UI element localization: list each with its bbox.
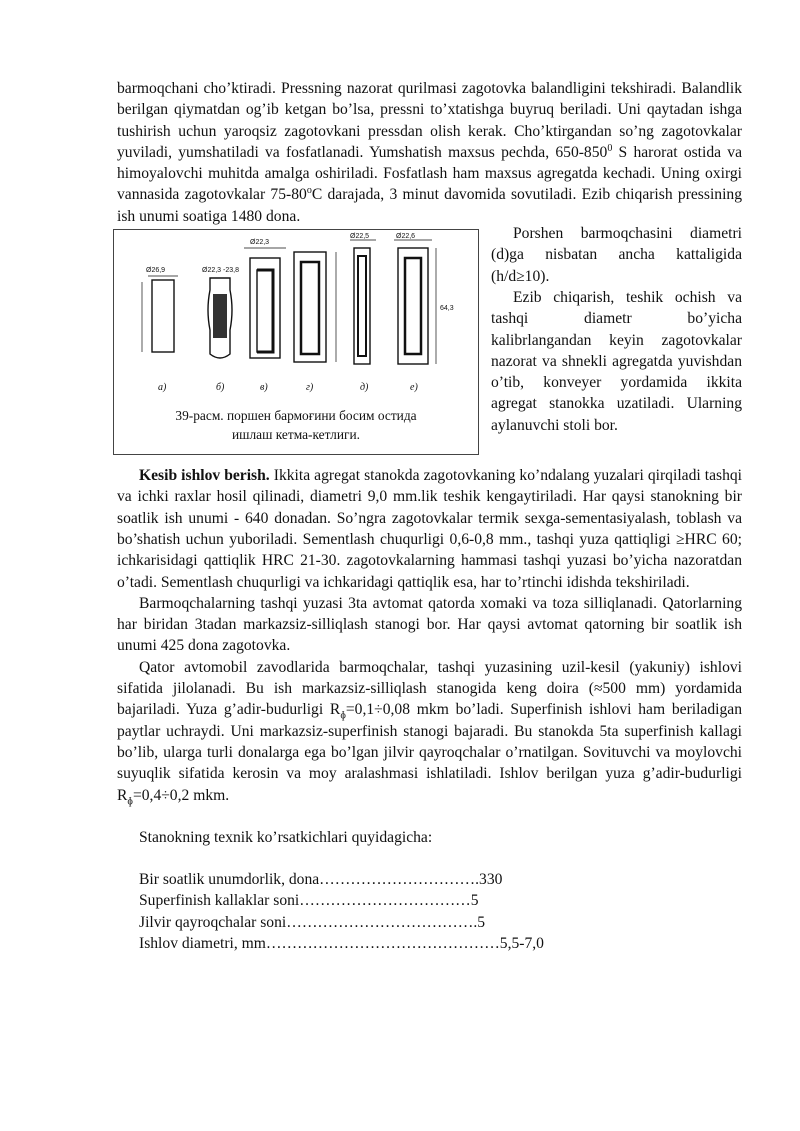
label-g: г) bbox=[306, 382, 314, 394]
label-d: д) bbox=[360, 382, 369, 394]
roughness-subscript: ɸ bbox=[340, 710, 346, 722]
dim-label-5: Ø22,6 bbox=[396, 233, 416, 241]
kesib-heading: Kesib ishlov berish. bbox=[139, 467, 270, 485]
label-b: б) bbox=[216, 382, 225, 394]
dim-label-6: 64,3 bbox=[440, 305, 454, 313]
blank-d bbox=[354, 248, 370, 364]
paragraph-grinding: Barmoqchalarning tashqi yuzasi 3ta avtomat qatorda xomaki va toza silliqlanadi. Qatorlarning har biridan 3tadan markazsiz-silliqlash stanogi bor. Har qaysi avtomat qatorning bir soatlik ish unumi 425 dona zagotovka. bbox=[117, 594, 742, 655]
paragraph-intro-text: barmoqchani cho’ktiradi. Pressning nazorat qurilmasi zagotovka balandligini tekshiradi. Balandlik berilgan qiymatdan og’ib ketgan bo’lsa, pressni to’xtatishga buyruq beriladi. Uni qaytadan ishga tushirish uchun yaroqsiz zagotovkani pressdan olish kerak. Cho’ktirgandan so’ng zagotovkalar yuviladi, yumshatiladi va fosfatlanadi. Yumshatish maxsus pechda, 650-850 bbox=[117, 80, 742, 161]
blank-v bbox=[250, 258, 280, 358]
label-e: е) bbox=[410, 382, 418, 394]
label-a: a) bbox=[158, 382, 167, 394]
kesib-text: Ikkita agregat stanokda zagotovkaning ko’ndalang yuzalari qirqiladi tashqi va ichki raxlar hosil qilinadi, diametri 9,0 mm.lik teshik kengaytiriladi. Har qaysi stanokning bir soatlik ish unumi - 640 donadan. So’ngra zagotovkalar termik sexga-sementasiyalash, toblash va bo’shatish uchun yuboriladi. Sementlash chuqurligi 0,6-0,8 mm., tashqi yuza qattiqligi ≥HRC 60; ichkarisidagi qattiqlik HRC 21-30. zagotovkalarning hammasi tashqi yuzasi bo’yicha nazoratdan o’tadi. Sementlash chuqurligi va ichkaridagi qattiqlik esa, har to’rtinchi idishda tekshiriladi. bbox=[117, 467, 742, 591]
polishing-text-1: Qator avtomobil zavodlarida barmoqchalar, tashqi yuzasining uzil-kesil (yakuniy) ishlovi sifatida jilolanadi. Bu ish markazsiz-silliqlash stanogida keng doira (≈500 mm) yordamida bajariladi. Yuza g’adir-budurligi R bbox=[117, 658, 742, 719]
spec-item-heads: Superfinish kallaklar soni……………………………5 bbox=[139, 892, 479, 910]
paragraph-intro bbox=[117, 78, 742, 227]
figure-caption-line-1: 39-расм. поршен бармоғини босим остида bbox=[175, 408, 417, 424]
roughness-subscript-2: ɸ bbox=[127, 795, 133, 807]
dim-label-2: Ø22,3 -23,8 bbox=[202, 267, 239, 275]
label-v: в) bbox=[260, 382, 268, 394]
side-text-column bbox=[491, 223, 742, 436]
paragraph-intro-text-3: C darajada, 3 minut davomida sovutiladi. Ezib chiqarish pressining ish unumi soatiga 1480 dona. bbox=[117, 186, 742, 225]
spec-item-diameter: Ishlov diametri, mm………………………………………5,5-7,0 bbox=[139, 935, 544, 953]
blank-a bbox=[152, 280, 174, 352]
figure-block bbox=[117, 225, 742, 465]
spec-title: Stanokning texnik ko’rsatkichlari quyidagicha: bbox=[139, 828, 433, 846]
paragraph-kesib bbox=[117, 465, 742, 593]
polishing-text-2: =0,1÷0,08 mkm bo’ladi. Superfinish ishlovi ham beriladigan paytlar uchraydi. Uni markazsiz-superfinish stanogi bajaradi. Bu stanokda 5ta superfinish kallagi bo’lib, ularga turli donalarga ega bo’lgan jilvir qayroqchalar o’rnatilgan. Sovituvchi va moylovchi suyuqlik sifatida kerosin va moy aralashmasi ishlatiladi. Ishlov berilgan yuza g’adir-budurligi R bbox=[117, 701, 742, 804]
blank-e bbox=[398, 248, 428, 364]
dim-label-3: Ø22,3 bbox=[250, 239, 270, 247]
figure-39 bbox=[113, 229, 479, 455]
side-paragraph-2: Ezib chiqarish, teshik ochish va tashqi diametr bo’yicha kalibrlangandan keyin zagotovkalar nazorat va shnekli agregatda yuvishdan o’tib, konveyer yordamida ikkita agregat stanokka uzatiladi. Ularning aylanuvchi stoli bor. bbox=[491, 288, 742, 434]
figure-caption-line-2: ишлаш кетма-кетлиги. bbox=[231, 427, 360, 443]
dim-label-1: Ø26,9 bbox=[146, 267, 166, 275]
side-paragraph-1: Porshen barmoqchasini diametri (d)ga nisbatan ancha kattaligida (h/d≥10). bbox=[491, 225, 742, 285]
degree-superscript-2: o bbox=[306, 185, 312, 197]
spec-item-stones: Jilvir qayroqchalar soni……………………………….5 bbox=[139, 913, 486, 931]
figure-caption bbox=[114, 406, 478, 444]
spec-item-productivity: Bir soatlik unumdorlik, dona………………………….330 bbox=[139, 871, 503, 889]
blank-g bbox=[294, 252, 326, 362]
dim-label-4: Ø22,5 bbox=[350, 233, 370, 241]
piston-pin-drawing bbox=[114, 230, 478, 406]
paragraph-intro-text-2: S harorat ostida va himoyalovchi muhitda amalga oshiriladi. Fosfatlash ham maxsus agregatda kechadi. Uning oxirgi vannasida zagotovkalar 75-80 bbox=[117, 143, 742, 204]
page-body bbox=[117, 78, 742, 954]
paragraph-polishing bbox=[117, 657, 742, 806]
degree-superscript: 0 bbox=[607, 142, 613, 154]
polishing-text-3: =0,4÷0,2 mkm. bbox=[132, 786, 230, 804]
